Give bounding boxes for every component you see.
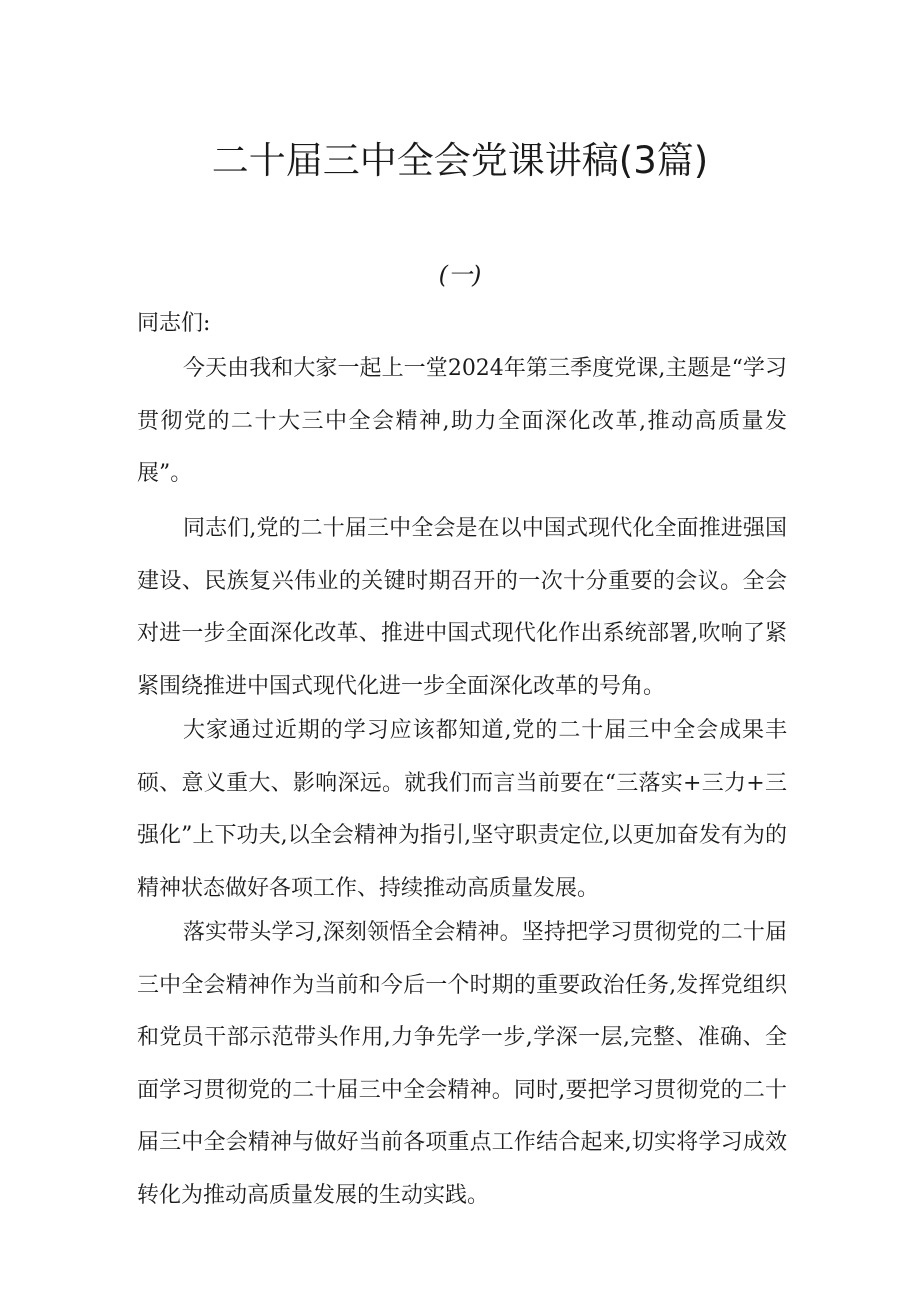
document-title: 二十届三中全会党课讲稿(3篇) <box>211 139 709 182</box>
body-paragraph: 今天由我和大家一起上一堂2024年第三季度党课,主题是“学习贯彻党的二十大三中全会精神,助力全面深化改革,推动高质量发展”。 <box>137 356 787 486</box>
section-heading: (一) <box>438 261 482 289</box>
body-paragraph: 同志们,党的二十届三中全会是在以中国式现代化全面推进强国建设、民族复兴伟业的关键时期召开的一次十分重要的会议。全会对进一步全面深化改革、推进中国式现代化作出系统部署,吹响了紧紧围绕推进中国式现代化进一步全面深化改革的号角。 <box>137 516 787 699</box>
body-paragraph: 落实带头学习,深刻领悟全会精神。坚持把学习贯彻党的二十届三中全会精神作为当前和今后一个时期的重要政治任务,发挥党组织和党员干部示范带头作用,力争先学一步,学深一层,完整、准确、全面学习贯彻党的二十届三中全会精神。同时,要把学习贯彻党的二十届三中全会精神与做好当前各项重点工作结合起来,切实将学习成效转化为推动高质量发展的生动实践。 <box>137 920 787 1208</box>
salutation: 同志们: <box>137 311 211 336</box>
body-paragraph: 大家通过近期的学习应该都知道,党的二十届三中全会成果丰硕、意义重大、影响深远。就我们而言当前要在“三落实+三力+三强化”上下功夫,以全会精神为指引,坚守职责定位,以更加奋发有为的精神状态做好各项工作、持续推动高质量发展。 <box>137 718 787 901</box>
